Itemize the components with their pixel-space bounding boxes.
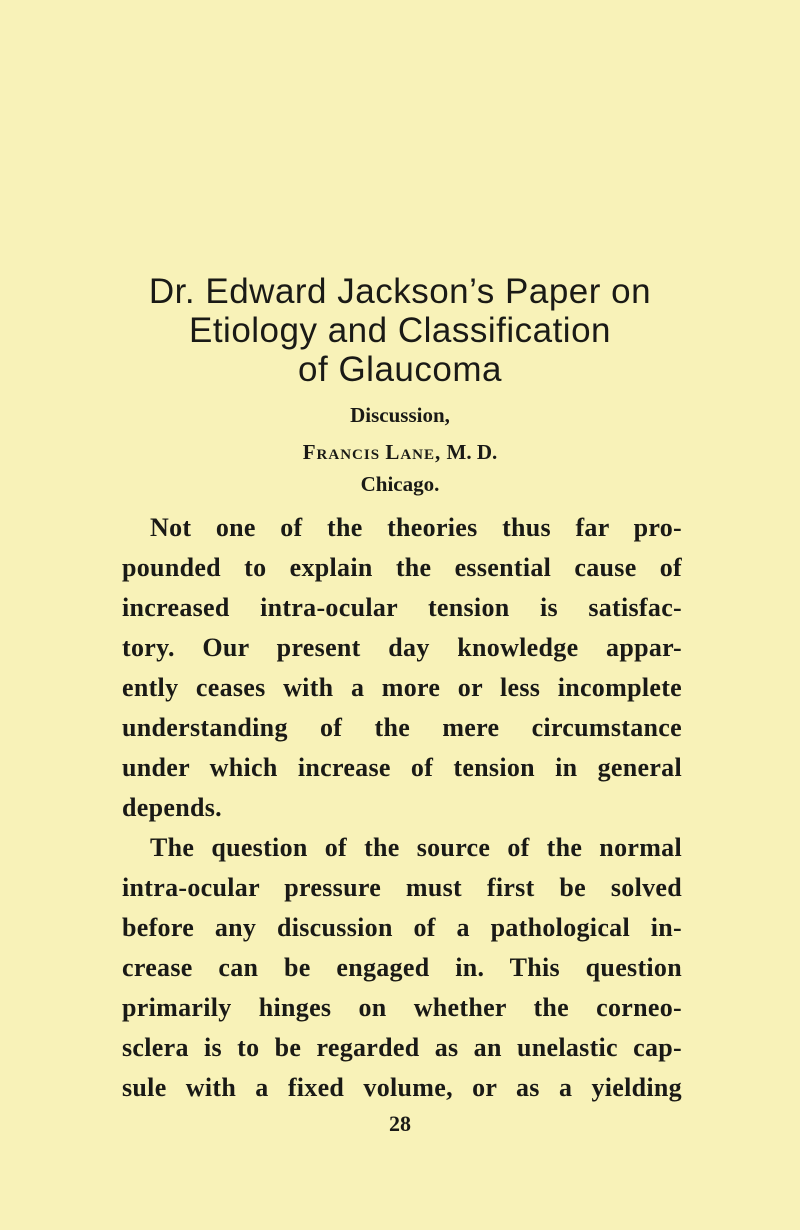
body-line: sule with a fixed volume, or as a yielding [122, 1073, 682, 1102]
author-degree: M. D. [446, 440, 498, 464]
body-line: crease can be engaged in. This question [122, 953, 682, 982]
body-line: understanding of the mere circumstance [122, 713, 682, 742]
page-number: 28 [389, 1111, 411, 1136]
author-line [0, 439, 800, 465]
title-line-3: of Glaucoma [298, 350, 502, 389]
body-line: before any discussion of a pathological in- [122, 913, 682, 942]
body-line: pounded to explain the essential cause of [122, 553, 682, 582]
body-line: intra-ocular pressure must first be solved [122, 873, 682, 902]
body-line: increased intra-ocular tension is satisfac- [122, 593, 682, 622]
body-line: ently ceases with a more or less incomplete [122, 673, 682, 702]
body-line: Not one of the theories thus far pro- [150, 513, 682, 542]
place-label: Chicago. [360, 472, 440, 496]
author-last-name: Lane, [385, 440, 442, 464]
body-line: tory. Our present day knowledge appar- [122, 633, 682, 662]
body-line: The question of the source of the normal [150, 833, 682, 862]
body-line: under which increase of tension in general [122, 753, 682, 782]
title-line-2: Etiology and Classification [188, 311, 612, 350]
body-line: depends. [122, 793, 222, 822]
body-line: primarily hinges on whether the corneo- [122, 993, 682, 1022]
author-first-name: Francis [302, 440, 381, 464]
title-line-1: Dr. Edward Jackson’s Paper on [148, 272, 652, 311]
body-line: sclera is to be regarded as an unelastic cap- [122, 1033, 682, 1062]
discussion-label: Discussion, [350, 403, 450, 427]
